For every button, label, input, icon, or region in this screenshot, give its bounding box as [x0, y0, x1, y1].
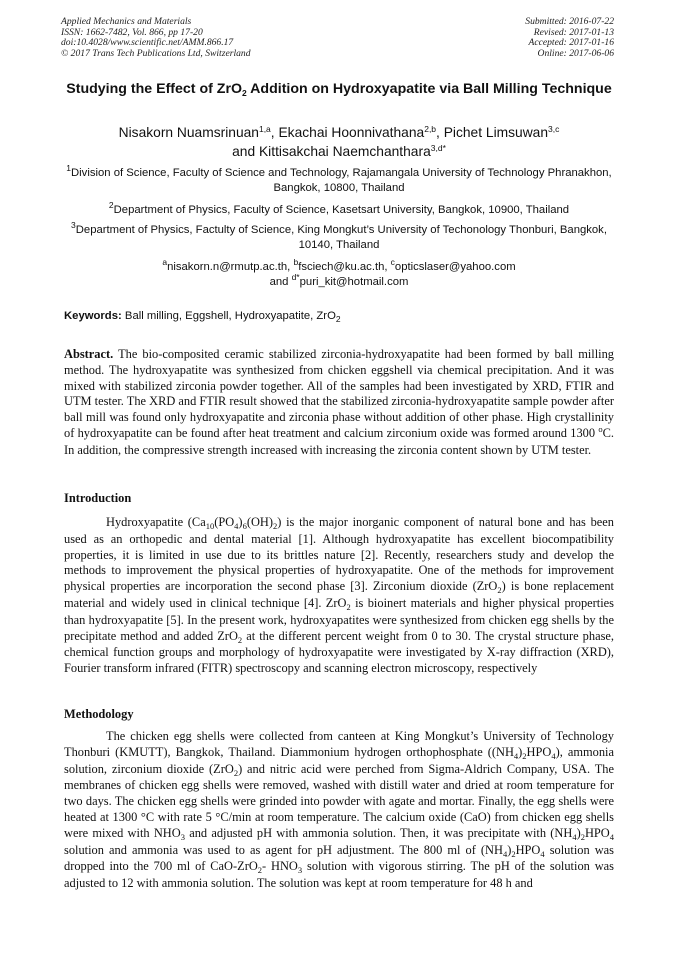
text-run: solution and ammonia was used to as agent for pH adjustment. The 800 ml of (NH: [64, 842, 503, 857]
text-run: HPO: [515, 842, 541, 857]
subscript: 2: [257, 865, 263, 876]
subscript: 2: [497, 585, 502, 596]
author-name: Pichet Limsuwan: [443, 125, 549, 140]
text-run: solution was dropped into the 700 ml of CaO-ZrO: [64, 842, 614, 874]
text-run: - HNO: [262, 859, 298, 874]
title-text-end: Addition on Hydroxyapatite via Ball Milling Technique: [246, 81, 612, 97]
author-name: and Kittisakchai Naemchanthara: [232, 144, 431, 159]
text-run: ) is bone replacement material and widely used in clinical technique [4]. ZrO: [64, 579, 614, 610]
subscript: 2: [237, 634, 243, 645]
subscript: 10: [205, 521, 215, 531]
affiliation-sup: 1: [66, 163, 72, 173]
affiliation-text: Department of Physics, Faculty of Science, Kasetsart University, Bangkok, 10900, Thailand: [113, 204, 570, 216]
title-text: Studying the Effect of ZrO: [66, 81, 243, 97]
author-list: [60, 124, 618, 162]
author-affil-sup: 3,d*: [430, 143, 446, 153]
email-b[interactable]: fsciech@ku.ac.th,: [298, 261, 391, 273]
text-run: Hydroxyapatite (Ca: [106, 515, 206, 529]
subscript: 3: [180, 831, 185, 842]
keywords: [64, 309, 624, 323]
text-run: and adjusted pH with ammonia solution. Then, it was precipitate with (NH: [184, 825, 573, 840]
subscript: 4: [609, 831, 614, 842]
copyright-info: © 2017 Trans Tech Publications Ltd, Switzerland: [61, 47, 251, 59]
paper-title: [60, 80, 618, 99]
subscript: 4: [234, 521, 239, 531]
online-date: Online: 2017-06-06: [537, 47, 614, 59]
journal-name: Applied Mechanics and Materials: [61, 16, 192, 27]
text-run: ): [238, 515, 243, 529]
affiliation-2: [60, 200, 618, 218]
affiliation-3: [60, 220, 618, 253]
author-name: Nisakorn Nuamsrinuan: [118, 125, 259, 140]
journal-info: [61, 17, 251, 59]
email-sup: d*: [291, 272, 300, 282]
keywords-text: Ball milling, Eggshell, Hydroxyapatite, ZrO: [121, 310, 336, 322]
accepted-date: Accepted: 2017-01-16: [528, 37, 614, 49]
author-name: Ekachai Hoonnivathana: [278, 125, 425, 140]
text-run: HPO: [526, 744, 552, 759]
dates-info: [525, 17, 614, 59]
subscript: 4: [540, 848, 545, 859]
text-run: ): [576, 825, 581, 840]
text-run: ), ammonia solution, zirconium dioxide (ZrO: [64, 744, 614, 776]
author-affil-sup: 2,b: [424, 124, 437, 134]
abstract-text-end: C. In addition, the compressive strength increased with increasing the zirconia content shown by UTM tester.: [64, 425, 614, 457]
issn-info: ISSN: 1662-7482, Vol. 866, pp 17-20: [61, 26, 203, 38]
affiliation-1: [60, 163, 618, 196]
introduction-heading: Introduction: [64, 491, 132, 505]
subscript: 2: [272, 521, 278, 531]
subscript: 2: [580, 831, 585, 842]
methodology-paragraph: [64, 729, 614, 892]
degree-sup: o: [598, 423, 603, 434]
email-c[interactable]: opticslaser@yahoo.com: [394, 261, 516, 273]
title-subscript: 2: [242, 88, 247, 98]
email-a[interactable]: nisakorn.n@rmutp.ac.th,: [167, 261, 294, 273]
text-run: solution with vigorous stirring. The pH of the solution was adjusted to 12 with ammonia solution. The solution was kept at room temperature for 48 h and: [64, 859, 614, 891]
abstract-label: Abstract.: [64, 347, 114, 361]
doi-info[interactable]: doi:10.4028/www.scientific.net/AMM.866.17: [61, 37, 234, 49]
text-run: ): [518, 744, 523, 759]
affiliation-text: Division of Science, Faculty of Science and Technology, Rajamangala University of Technology Phranakhon, Bangkok, 10800, Thailand: [71, 167, 612, 194]
subscript: 4: [513, 750, 519, 761]
affiliation-text: Department of Physics, Factulty of Science, King Mongkut’s University of Techonology Thonburi, Bangkok, 10140, Thailand: [75, 224, 607, 251]
text-run: at the different percent weight from 0 to 30. The crystal structure phase, chemical function groups and morphology of hydroxyapatite were investigated by X-ray diffraction (XRD), Fourier transform infrared (FITR) spectroscopy and scanning electron microscopy, respectively: [64, 628, 614, 676]
affiliation-sup: 2: [108, 200, 114, 210]
subscript: 6: [242, 521, 247, 531]
email-list: [60, 257, 618, 290]
author-sep: ,: [436, 125, 444, 140]
text-run: The chicken egg shells were collected from canteen at King Mongkut’s University of Technology Thonburi (KMUTT), Bangkok, Thailand. Diammonium hydrogen orthophosphate ((NH: [64, 729, 614, 759]
subscript: 4: [502, 848, 508, 859]
email-sup: a: [162, 257, 168, 267]
text-run: ): [507, 842, 512, 857]
email-sup: b: [293, 257, 299, 267]
introduction-paragraph: [64, 515, 614, 677]
submitted-date: Submitted: 2016-07-22: [525, 16, 614, 27]
text-run: is bioinert materials and higher physical properties than hydroxyapatite [5]. In the present work, hydroxyapatites were synthesized from chicken egg shells by the precipitate method and added ZrO: [64, 595, 614, 643]
text-run: (PO: [214, 515, 235, 529]
author-sep: ,: [270, 125, 279, 140]
subscript: 4: [551, 750, 556, 761]
revised-date: Revised: 2017-01-13: [533, 26, 614, 38]
keywords-subscript: 2: [335, 314, 341, 324]
affiliation-sup: 3: [71, 220, 76, 230]
abstract-text: The bio-composited ceramic stabilized zirconia-hydroxyapatite had been formed by ball milling method. The hydroxyapatite was synthesized from chicken eggshell via chemical precipitation. And it was mixed with stabilized zirconia powder together. All of the samples had been investigated by XRD, FTIR and UTM tester. The XRD and FTIR result showed that the stabilized zirconia-hydroxyapatite sample powder after ball mill was found only hydroxyapatite and zirconia phase without addition of other phase. High crystallinity of hydroxyapatite can be found after heat treatment and calcium zirconium oxide was formed around 1300: [64, 347, 614, 440]
email-d[interactable]: puri_kit@hotmail.com: [299, 276, 409, 288]
keywords-label: Keywords:: [64, 310, 122, 322]
text-run: ) and nitric acid were perched from Sigma-Aldrich Company, USA. The membranes of chicken egg shells were removed, washed with distill water and dried at room temperature for two days. The chicken egg shells were grinded into powder with agate and mortar. Finally, the egg shells were heated at 1300 °C with rate 5 °C/min at room temperature. The calcium oxide (CaO) from chicken egg shells were mixed with NHO: [64, 761, 614, 840]
methodology-heading: Methodology: [64, 707, 134, 721]
subscript: 3: [297, 865, 303, 876]
text-run: ) is the major inorganic component of natural bone and has been used as an orthopedic and dental material [1]. Although hydroxyapatite has excellent biocompatibility properties, it is limited in use due to its brittles nature [2]. Recently, researchers study and develop the methods to improvement the physical properties of hydroxyapatite. One of the methods for improvement physical properties are incorporation the second phase [3]. Zirconium dioxide (ZrO: [64, 515, 614, 594]
subscript: 2: [522, 750, 527, 761]
author-affil-sup: 1,a: [258, 124, 271, 134]
subscript: 2: [346, 601, 351, 612]
email-sup: c: [390, 257, 395, 267]
text-run: (OH): [246, 515, 273, 529]
subscript: 2: [233, 767, 239, 778]
subscript: 2: [511, 848, 516, 859]
text-run: HPO: [584, 825, 610, 840]
email-and: and: [269, 276, 292, 288]
author-affil-sup: 3,c: [548, 124, 560, 134]
subscript: 4: [572, 831, 577, 842]
abstract: [64, 347, 614, 459]
